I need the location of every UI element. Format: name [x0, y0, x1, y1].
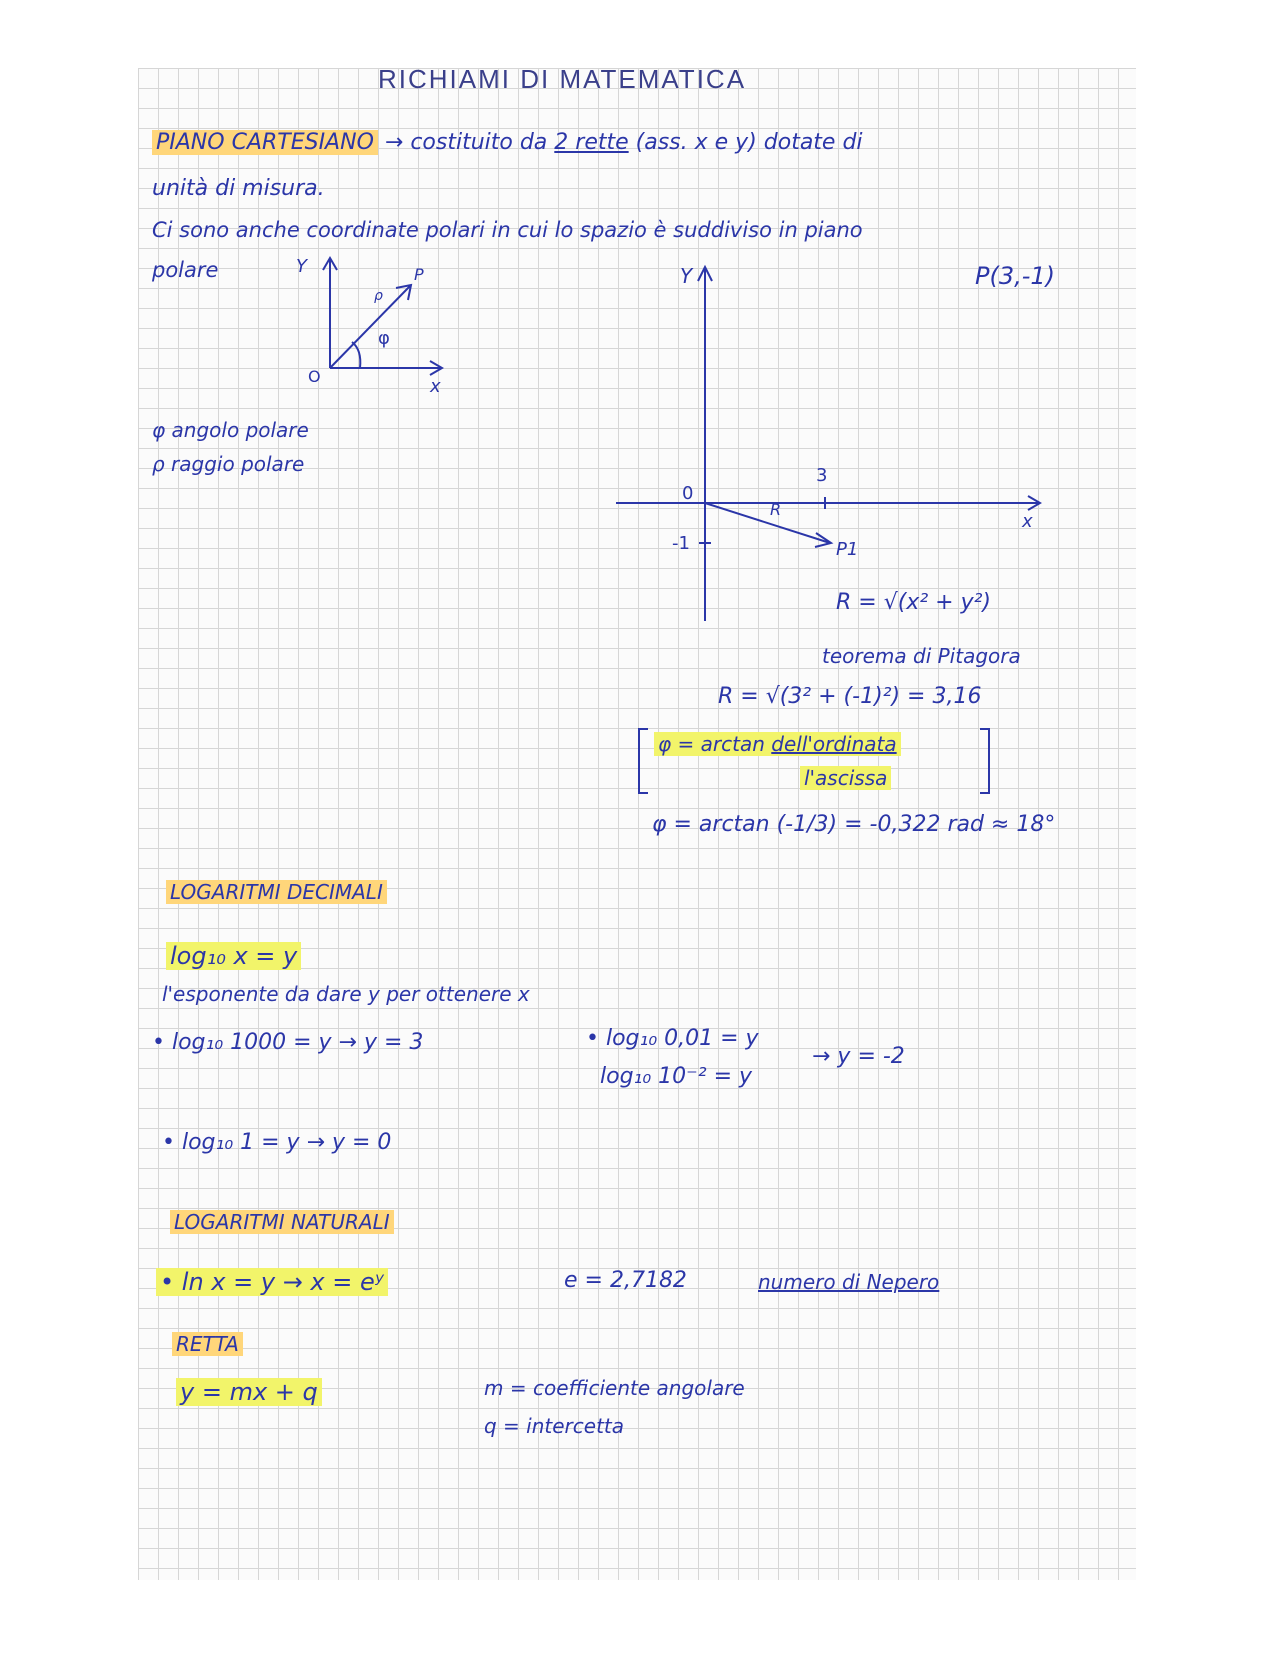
retta-q-def: q = intercetta [484, 1414, 625, 1438]
cartesian-def-a: costituito da [410, 130, 548, 155]
e-name [758, 1270, 939, 1294]
cartesian-heading: PIANO CARTESIANO [152, 130, 378, 155]
polar-x-label: x [430, 376, 441, 397]
r-calc-formula: R = √(3² + (-1)²) = 3,16 [718, 684, 982, 709]
point-diagram [610, 255, 1050, 625]
log-dec-ex3: • log₁₀ 1 = y → y = 0 [162, 1130, 392, 1155]
phi-def-main [654, 732, 901, 756]
polar-angle-arc [352, 342, 360, 368]
polar-rho-label: ρ [374, 288, 383, 304]
phi-calc-formula: φ = arctan (-1/3) = -0,322 rad ≈ 18° [652, 812, 1056, 837]
log-nat-heading: LOGARITMI NATURALI [170, 1210, 394, 1234]
pt-origin-label: 0 [682, 483, 694, 504]
pythagoras-label: teorema di Pitagora [822, 644, 1021, 668]
page-title: RICHIAMI DI MATEMATICA [378, 64, 747, 94]
polar-line2: polare [152, 258, 219, 282]
phi-definition: φ angolo polare [152, 418, 309, 442]
polar-origin-label: O [308, 367, 321, 386]
polar-line1: Ci sono anche coordinate polari in cui lo spazio è suddiviso in piano [152, 218, 863, 242]
log-dec-explain: l'esponente da dare y per ottenere x [162, 982, 530, 1006]
retta-eq-wrap [176, 1378, 322, 1406]
retta-eq: y = mx + q [176, 1378, 322, 1406]
pt-x-tick-label: 3 [816, 465, 828, 486]
cartesian-definition [152, 130, 863, 155]
log-nat-def: • ln x = y → x = eʸ [156, 1268, 388, 1296]
log-dec-def: log₁₀ x = y [166, 942, 301, 970]
retta-heading: RETTA [172, 1332, 243, 1356]
polar-vector [330, 286, 410, 368]
log-nat-def-wrap [156, 1268, 388, 1296]
e-name-text: numero di Nepero [758, 1270, 940, 1294]
cartesian-def-c: (ass. x e y) dotate di [635, 130, 863, 155]
log-dec-ex2a: • log₁₀ 0,01 = y [586, 1026, 759, 1051]
pt-r-label: R [770, 500, 782, 519]
pt-y-label: Y [680, 264, 693, 288]
pt-y-tick-label: -1 [672, 533, 690, 554]
log-dec-heading-wrap [166, 880, 387, 904]
r-general-formula: R = √(x² + y²) [836, 590, 991, 615]
cartesian-arrow: → [384, 130, 404, 155]
pt-r-segment [705, 503, 830, 543]
polar-diagram [290, 250, 460, 400]
phi-def-a: φ = arctan [658, 732, 765, 756]
polar-y-label: Y [296, 256, 307, 277]
phi-def-denominator [800, 766, 891, 790]
pt-p1-label: P1 [836, 539, 859, 560]
log-dec-ex1: • log₁₀ 1000 = y → y = 3 [152, 1030, 424, 1055]
cartesian-def-b: 2 rette [554, 130, 629, 155]
phi-def-b: dell'ordinata [771, 732, 897, 756]
left-bracket [638, 728, 648, 794]
log-dec-ex2b: log₁₀ 10⁻² = y [600, 1064, 753, 1089]
phi-def-c: l'ascissa [800, 766, 891, 790]
right-bracket [980, 728, 990, 794]
cartesian-def-line2: unità di misura. [152, 176, 325, 201]
retta-heading-wrap [172, 1332, 243, 1356]
log-dec-def-wrap [166, 942, 301, 970]
phi-definition-formula [654, 732, 901, 756]
polar-phi-label: φ [378, 328, 390, 349]
log-dec-ex2c: → y = -2 [812, 1044, 905, 1069]
polar-p-label: P [414, 265, 424, 284]
log-dec-heading: LOGARITMI DECIMALI [166, 880, 387, 904]
point-label: P(3,-1) [975, 262, 1056, 290]
pt-x-label: x [1022, 511, 1033, 532]
e-value: e = 2,7182 [564, 1268, 687, 1293]
retta-m-def: m = coefficiente angolare [484, 1376, 745, 1400]
log-nat-heading-wrap [170, 1210, 394, 1234]
rho-definition: ρ raggio polare [152, 452, 305, 476]
